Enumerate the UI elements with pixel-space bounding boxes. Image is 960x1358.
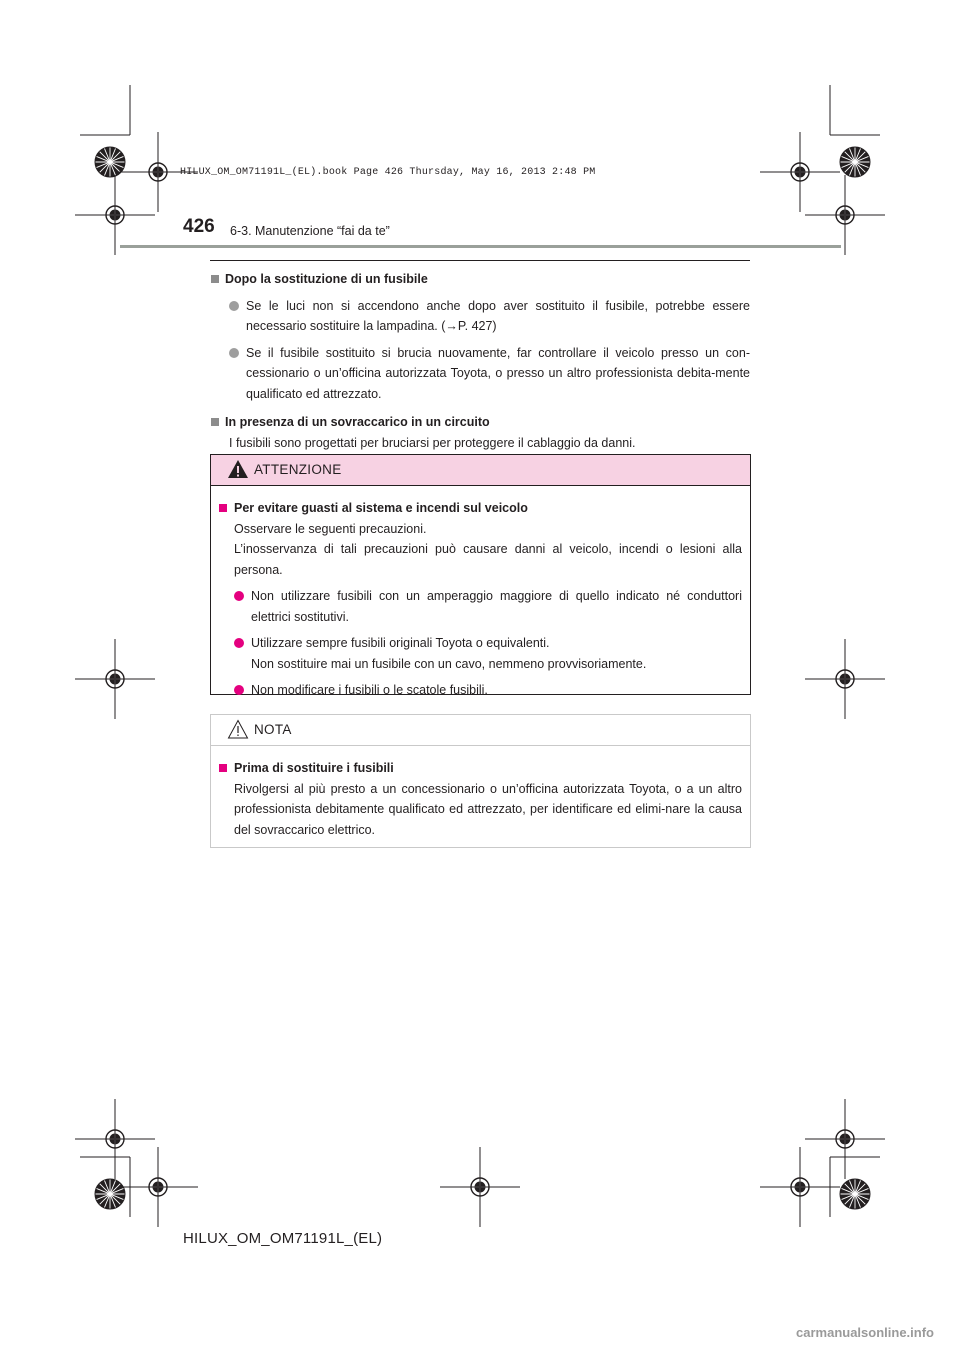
section-heading [210,412,750,433]
list-item [210,296,750,337]
round-bullet-icon [229,301,239,311]
list-item-text: Se le luci non si accendono anche dopo aver sostituito il fusibile, potrebbe essere necessario sostituire la lampadina. (→P. 427) [246,298,750,333]
crosshair-icon [760,132,840,212]
crosshair-icon [75,639,155,719]
section-heading [210,269,750,290]
round-bullet-icon [234,638,244,648]
list-item [219,586,742,627]
footer-code: HILUX_OM_OM71191L_(EL) [183,1230,383,1247]
crosshair-icon [75,1099,155,1179]
registration-star-icon [95,1179,125,1209]
registration-star-icon [840,1179,870,1209]
round-bullet-icon [229,348,239,358]
round-bullet-icon [234,685,244,695]
crosshair-icon [805,175,885,255]
heading-text: Dopo la sostituzione di un fusibile [225,272,428,286]
square-bullet-icon [219,504,227,512]
crosshair-icon [805,639,885,719]
list-item-text: Utilizzare sempre fusibili originali Toyota o equivalenti. [251,636,550,650]
registration-star-icon [840,147,870,177]
paragraph: L’inosservanza di tali precauzioni può causare danni al veicolo, incendi o lesioni alla persona. [234,542,742,577]
list-item [219,680,742,701]
list-item-text: Se il fusibile sostituito si brucia nuovamente, far controllare il veicolo presso un con-cessionario o un’officina autorizzata Toyota, o presso un altro professionista debita-mente qualificato ed attrezzato. [246,345,750,401]
watermark: carmanualsonline.info [796,1325,934,1340]
warning-title: ATTENZIONE [254,462,342,477]
page-number: 426 [183,216,215,237]
heading-text: In presenza di un sovraccarico in un circuito [225,415,490,429]
list-item [210,343,750,405]
warning-triangle-icon [227,459,249,479]
paragraph: Osservare le seguenti precauzioni. [234,521,427,536]
warning-box [210,454,751,695]
main-content [210,267,750,453]
note-body [211,746,750,840]
heading-text: Prima di sostituire i fusibili [234,761,394,775]
warning-heading [219,498,742,519]
list-item-text: Non sostituire mai un fusibile con un cavo, nemmeno provvisoriamente. [251,656,647,671]
note-heading [219,758,742,779]
content-top-rule [210,260,750,261]
note-box [210,714,751,848]
paragraph: I fusibili sono progettati per bruciarsi per proteggere il cablaggio da danni. [229,435,636,450]
crosshair-icon [760,1147,840,1227]
list-item [219,633,742,674]
square-bullet-icon [211,418,219,426]
heading-text: Per evitare guasti al sistema e incendi sul veicolo [234,501,528,515]
crosshair-icon [440,1147,520,1227]
list-item-text: Non modificare i fusibili o le scatole fusibili. [251,683,488,697]
round-bullet-icon [234,591,244,601]
caution-triangle-icon [227,719,249,739]
warning-title-bar [211,455,750,486]
paragraph: Rivolgersi al più presto a un concessionario o un’officina autorizzata Toyota, o a un altro professionista debitamente qualificato ed attrezzato, per identificare ed elimi-nare la causa del sovraccarico elettrico. [234,781,742,837]
warning-body [211,486,750,701]
square-bullet-icon [219,764,227,772]
list-item-text: Non utilizzare fusibili con un amperaggio maggiore di quello indicato né conduttori elettrici sostitutivi. [251,589,742,624]
square-bullet-icon [211,275,219,283]
section-title: 6-3. Manutenzione “fai da te” [230,224,390,238]
header-rule [120,245,841,248]
note-title-bar [211,715,750,746]
print-stamp: HILUX_OM_OM71191L_(EL).book Page 426 Thursday, May 16, 2013 2:48 PM [180,167,596,178]
note-title: NOTA [254,722,292,737]
crosshair-icon [805,1099,885,1179]
crosshair-icon [75,175,155,255]
